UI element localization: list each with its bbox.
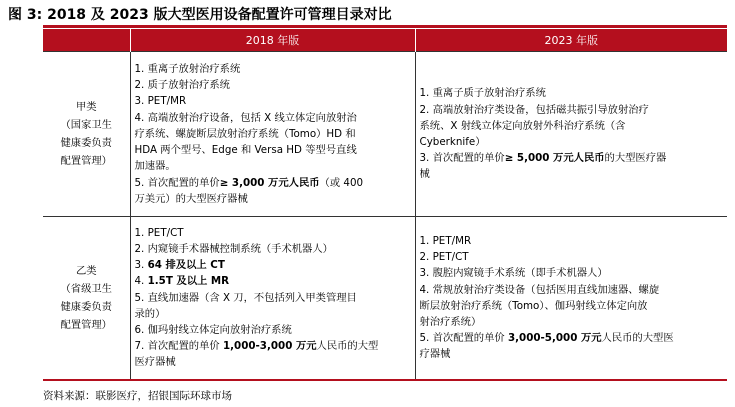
category-line: 健康委负责	[60, 300, 112, 313]
emphasis-text: ≥ 5,000 万元人民币	[504, 152, 605, 165]
text-line: 3. 腹腔内窥镜手术系统（即手术机器人）	[419, 267, 608, 280]
text-line: 1. PET/CT	[134, 226, 184, 239]
header-2023: 2023 年版	[415, 29, 727, 52]
text-line: 3. 64 排及以上 CT	[134, 259, 225, 272]
cell-2023-class-a	[415, 52, 727, 217]
cell-2018-class-b	[130, 217, 415, 380]
row-class-b	[43, 217, 727, 380]
category-line: 健康委负责	[60, 137, 112, 149]
emphasis-text: 1,000-3,000 万元	[222, 340, 317, 353]
text-line: 1. 重离子放射治疗系统	[134, 63, 241, 76]
text-line: 6. 伽玛射线立体定向放射治疗系统	[134, 324, 292, 337]
text-line: 2. PET/CT	[419, 251, 469, 264]
emphasis-text: 64 排及以上 CT	[147, 259, 225, 272]
category-line: （省级卫生	[60, 282, 112, 295]
category-line: 配置管理）	[60, 318, 112, 331]
text-line: 射治疗系统）	[419, 315, 482, 328]
category-cell-class-a	[43, 52, 130, 217]
header-row	[43, 29, 727, 52]
comparison-table	[43, 29, 727, 381]
text-line: 万美元）的大型医疗器械	[134, 192, 248, 205]
text-line: 录的）	[134, 307, 166, 320]
text-line: 疗系统、螺旋断层放射治疗系统（Tomo）HD 和	[134, 127, 356, 140]
text-line: 1. PET/MR	[419, 234, 472, 247]
text-line: 3. 首次配置的单价≥ 5,000 万元人民币的大型医疗器	[419, 152, 667, 165]
source-note: 资料来源：联影医疗，招银国际环球市场	[43, 390, 232, 402]
text-line: HDA 两个型号、Edge 和 Versa HD 等型号直线	[134, 144, 357, 157]
category-cell-class-b	[43, 217, 130, 380]
category-line: 甲类	[75, 101, 97, 113]
cell-2023-class-b	[415, 217, 727, 380]
text-line: 5. 直线加速器（含 X 刀，不包括列入甲类管理目	[134, 291, 357, 304]
text-line: 医疗器械	[134, 356, 176, 369]
category-line: 乙类	[75, 264, 97, 277]
row-class-a	[43, 52, 727, 217]
text-line: 5. 首次配置的单价≥ 3,000 万元人民币（或 400	[134, 176, 364, 189]
emphasis-text: 1.5T 及以上 MR	[147, 275, 230, 288]
top-rule	[43, 25, 727, 28]
text-line: 2. 高端放射治疗类设备，包括磁共振引导放射治疗	[419, 103, 649, 116]
text-line: 系统、X 射线立体定向放射外科治疗系统（含	[419, 119, 626, 132]
category-line: 配置管理）	[60, 155, 112, 167]
text-line: 7. 首次配置的单价 1,000-3,000 万元人民币的大型	[134, 340, 379, 353]
emphasis-text: 3,000-5,000 万元	[507, 332, 602, 345]
text-line: 5. 首次配置的单价 3,000-5,000 万元人民币的大型医	[419, 332, 674, 345]
text-line: 械	[419, 168, 430, 181]
cell-2018-class-a	[130, 52, 415, 217]
text-line: 4. 1.5T 及以上 MR	[134, 275, 230, 288]
text-line: 断层放射治疗系统（Tomo）、伽玛射线立体定向放	[419, 299, 648, 312]
category-line: （国家卫生	[60, 119, 112, 131]
header-category	[43, 29, 130, 52]
text-line: 2. 质子放射治疗系统	[134, 79, 230, 92]
text-line: Cyberknife）	[419, 136, 486, 148]
text-line: 疗器械	[419, 348, 451, 361]
text-line: 加速器。	[134, 160, 176, 173]
figure-title: 图 3: 2018 及 2023 版大型医用设备配置许可管理目录对比	[8, 7, 392, 23]
text-line: 1. 重离子质子放射治疗系统	[419, 87, 546, 100]
text-line: 3. PET/MR	[134, 95, 187, 108]
text-line: 2. 内窥镜手术器械控制系统（手术机器人）	[134, 243, 333, 256]
header-2018: 2018 年版	[130, 29, 415, 52]
text-line: 4. 高端放射治疗设备，包括 X 线立体定向放射治	[134, 111, 357, 124]
text-line: 4. 常规放射治疗类设备（包括医用直线加速器、螺旋	[419, 283, 660, 296]
emphasis-text: ≥ 3,000 万元人民币	[219, 176, 320, 189]
